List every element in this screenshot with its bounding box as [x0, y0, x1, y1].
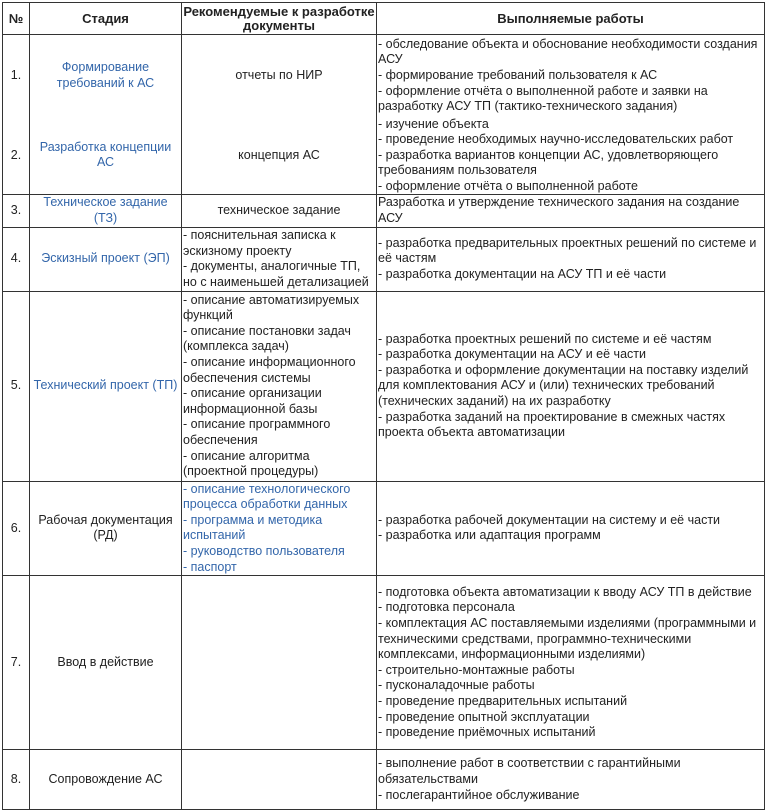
- stage-number-cell: [3, 195, 30, 227]
- document-name: отчеты по НИР: [235, 67, 323, 82]
- document-name: техническое задание: [217, 203, 341, 218]
- stage-number: 5.: [10, 378, 22, 393]
- document-item: - описание алгоритма (проектной процедуры): [183, 448, 319, 479]
- work-item: - разработка вариантов концепции АС, удовлетворяющего требованиям пользователя: [378, 147, 719, 178]
- work-item: Разработка и утверждение технического задания на создание АСУ: [378, 195, 740, 226]
- work-item: - выполнение работ в соответствии с гарантийными обязательствами: [378, 756, 681, 786]
- document-item: - описание организации информационной базы: [183, 386, 322, 416]
- work-item: - изучение объекта: [378, 116, 489, 131]
- work-item: - разработка проектных решений по системе и её частям: [378, 331, 712, 346]
- document-link[interactable]: - паспорт: [183, 559, 237, 574]
- work-item: - формирование требований пользователя к АС: [378, 67, 658, 82]
- work-item: - проведение приёмочных испытаний: [378, 725, 596, 740]
- stage-number: 3.: [10, 203, 22, 218]
- work-item: - разработка документации на АСУ и её части: [378, 347, 646, 362]
- stage-number: 4.: [10, 251, 22, 266]
- stage-cell: [30, 481, 182, 576]
- stages-table: [2, 2, 765, 810]
- work-item: - подготовка персонала: [378, 600, 515, 615]
- works-cell: [377, 227, 765, 291]
- stage-cell: [30, 117, 182, 195]
- table-header-row: [3, 3, 765, 35]
- work-item: - разработка рабочей документации на систему и её части: [378, 512, 721, 527]
- document-item: - описание постановки задач (комплекса задач): [183, 323, 351, 354]
- stage-number-cell: [3, 750, 30, 810]
- work-item: - разработка и оформление документации на поставку изделий для комплектования АСУ и (или) технических требований (технических заданий) на их разработку: [378, 362, 749, 408]
- stage-cell: [30, 227, 182, 291]
- stage-number-cell: [3, 291, 30, 481]
- stage-link[interactable]: Эскизный проект (ЭП): [41, 251, 170, 266]
- stage-number: 2.: [10, 147, 22, 162]
- works-cell: [377, 576, 765, 750]
- documents-cell: [182, 227, 377, 291]
- table-row: [3, 35, 765, 117]
- stage-number-cell: [3, 481, 30, 576]
- works-cell: [377, 117, 765, 195]
- stage-number-cell: [3, 35, 30, 117]
- table-row: [3, 117, 765, 195]
- work-item: - строительно-монтажные работы: [378, 662, 575, 677]
- work-item: - обследование объекта и обоснование необходимости создания АСУ: [378, 36, 758, 67]
- document-item: - пояснительная записка к эскизному проекту: [183, 227, 336, 258]
- work-item: - разработка предварительных проектных решений по системе и её частям: [378, 235, 757, 266]
- document-link[interactable]: - описание технологического процесса обработки данных: [183, 481, 351, 512]
- header-stage: Стадия: [30, 3, 182, 35]
- document-item: - описание информационного обеспечения системы: [183, 354, 356, 385]
- work-item: - проведение необходимых научно-исследовательских работ: [378, 132, 734, 147]
- table-row: [3, 291, 765, 481]
- document-name: концепция АС: [238, 147, 320, 162]
- work-item: - комплектация АС поставляемыми изделиями (программными и техническими средствами, программно-техническими комплексами, информационными изделиями): [378, 615, 757, 662]
- document-item: - документы, аналогичные ТП, но с наименьшей детализацией: [183, 259, 369, 289]
- stage-name: Ввод в действие: [57, 654, 154, 669]
- stage-number: 8.: [10, 771, 22, 786]
- table-row: [3, 481, 765, 576]
- stage-link[interactable]: Формирование требований к АС: [56, 60, 155, 90]
- stage-number: 7.: [10, 654, 22, 669]
- header-documents: Рекомендуемые к разработке документы: [183, 3, 375, 33]
- documents-cell: [182, 117, 377, 195]
- stage-name: Сопровождение АС: [48, 771, 163, 786]
- stage-cell: [30, 35, 182, 117]
- works-cell: [377, 291, 765, 481]
- header-number: №: [3, 3, 30, 35]
- work-item: - проведение опытной эксплуатации: [378, 709, 590, 724]
- stage-cell: [30, 291, 182, 481]
- work-item: - оформление отчёта о выполненной работе и заявки на разработку АСУ ТП (тактико-технического задания): [378, 83, 708, 114]
- stage-link[interactable]: Техническое задание (ТЗ): [43, 195, 168, 226]
- stage-number-cell: [3, 227, 30, 291]
- table-row: [3, 195, 765, 227]
- works-cell: [377, 481, 765, 576]
- document-link[interactable]: - программа и методика испытаний: [183, 512, 323, 543]
- stage-link[interactable]: Технический проект (ТП): [33, 378, 178, 393]
- work-item: - разработка заданий на проектирование в смежных частях проекта объекта автоматизации: [378, 409, 726, 440]
- table-row: [3, 576, 765, 750]
- work-item: - послегарантийное обслуживание: [378, 787, 580, 802]
- documents-cell: [182, 35, 377, 117]
- header-works: Выполняемые работы: [377, 3, 765, 35]
- table-row: [3, 227, 765, 291]
- document-item: - описание автоматизируемых функций: [183, 292, 360, 323]
- documents-cell: [182, 576, 377, 750]
- works-cell: [377, 750, 765, 810]
- works-cell: [377, 195, 765, 227]
- documents-cell: [182, 481, 377, 576]
- work-item: - проведение предварительных испытаний: [378, 693, 628, 708]
- stage-number: 6.: [10, 520, 22, 535]
- table-row: [3, 750, 765, 810]
- documents-cell: [182, 750, 377, 810]
- document-link[interactable]: - руководство пользователя: [183, 544, 345, 559]
- works-cell: [377, 35, 765, 117]
- stage-number-cell: [3, 117, 30, 195]
- stage-cell: [30, 750, 182, 810]
- stage-number-cell: [3, 576, 30, 750]
- stage-link[interactable]: Разработка концепции АС: [39, 139, 172, 170]
- document-item: - описание программного обеспечения: [183, 417, 331, 447]
- work-item: - пусконаладочные работы: [378, 678, 535, 693]
- stage-cell: [30, 576, 182, 750]
- stage-name: Рабочая документация (РД): [38, 512, 173, 543]
- work-item: - оформление отчёта о выполненной работе: [378, 178, 638, 193]
- work-item: - разработка документации на АСУ ТП и её части: [378, 266, 667, 281]
- work-item: - подготовка объекта автоматизации к вводу АСУ ТП в действие: [378, 584, 752, 599]
- stage-number: 1.: [10, 67, 22, 82]
- documents-cell: [182, 291, 377, 481]
- documents-cell: [182, 195, 377, 227]
- stage-cell: [30, 195, 182, 227]
- work-item: - разработка или адаптация программ: [378, 528, 601, 543]
